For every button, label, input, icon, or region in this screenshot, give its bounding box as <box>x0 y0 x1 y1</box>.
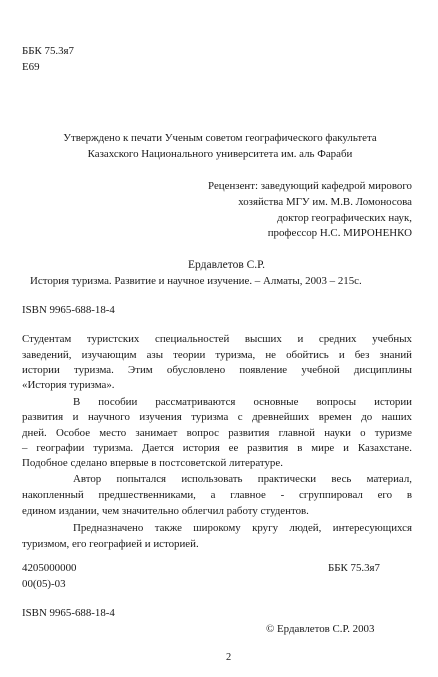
abstract-line: развития и научного изучения туризма с древнейших времен до наших <box>22 411 412 423</box>
reviewer-line-2: хозяйства МГУ им. М.В. Ломоносова <box>238 196 412 208</box>
author-name: Ердавлетов С.Р. <box>188 259 266 271</box>
abstract-line: – географии туризма. Дается история ее развития в мире и Казахстане. <box>22 442 412 454</box>
isbn-top: ISBN 9965-688-18-4 <box>22 304 115 316</box>
abstract-line: Предназначено также широкому кругу людей, интересующихся <box>73 522 412 534</box>
reviewer-line-3: доктор географических наук, <box>277 212 412 224</box>
copyright: © Ердавлетов С.Р. 2003 <box>266 623 375 635</box>
reviewer-line-4: профессор Н.С. МИРОНЕНКО <box>267 227 412 239</box>
page-number: 2 <box>226 652 232 663</box>
abstract-line: едином издании, чем значительно облегчил работу студентов. <box>22 505 309 517</box>
abstract-line: В пособии рассматриваются основные вопросы истории <box>73 396 412 408</box>
citation: История туризма. Развитие и научное изучение. – Алматы, 2003 – 215с. <box>30 275 362 287</box>
classification-code-1: 4205000000 <box>22 562 77 574</box>
approval-line-2: Казахского Национального университета им. аль Фараби <box>87 148 353 160</box>
abstract-line: Студентам туристских специальностей высших и средних учебных <box>22 333 412 345</box>
abstract-line: туризмом, его географией и историей. <box>22 538 199 550</box>
abstract-line: заведений, изучающим азы теории туризма, не обойтись и без знаний <box>22 349 412 361</box>
bbk-code-top: ББК 75.3я7 <box>22 45 75 57</box>
author-mark: Е69 <box>22 61 40 73</box>
abstract-line: дней. Особое место занимает вопрос развития главной науки о туризме <box>22 427 412 439</box>
isbn-bottom: ISBN 9965-688-18-4 <box>22 607 115 619</box>
reviewer-line-1: Рецензент: заведующий кафедрой мирового <box>208 180 412 192</box>
abstract-line: «История туризма». <box>22 379 115 391</box>
abstract-line: Автор попытался использовать практически весь материал, <box>73 473 412 485</box>
approval-line-1: Утверждено к печати Ученым советом географического факультета <box>63 132 377 144</box>
abstract-line: Подобное сделано впервые в постсоветской литературе. <box>22 457 283 469</box>
classification-code-2: 00(05)-03 <box>22 578 66 590</box>
abstract-line: истории туризма. Этим обусловлено появление учебной дисциплины <box>22 364 412 376</box>
bbk-code-bottom: ББК 75.3я7 <box>328 562 381 574</box>
abstract-line: накопленный предшественниками, а главное - сгруппировал его в <box>22 489 412 501</box>
